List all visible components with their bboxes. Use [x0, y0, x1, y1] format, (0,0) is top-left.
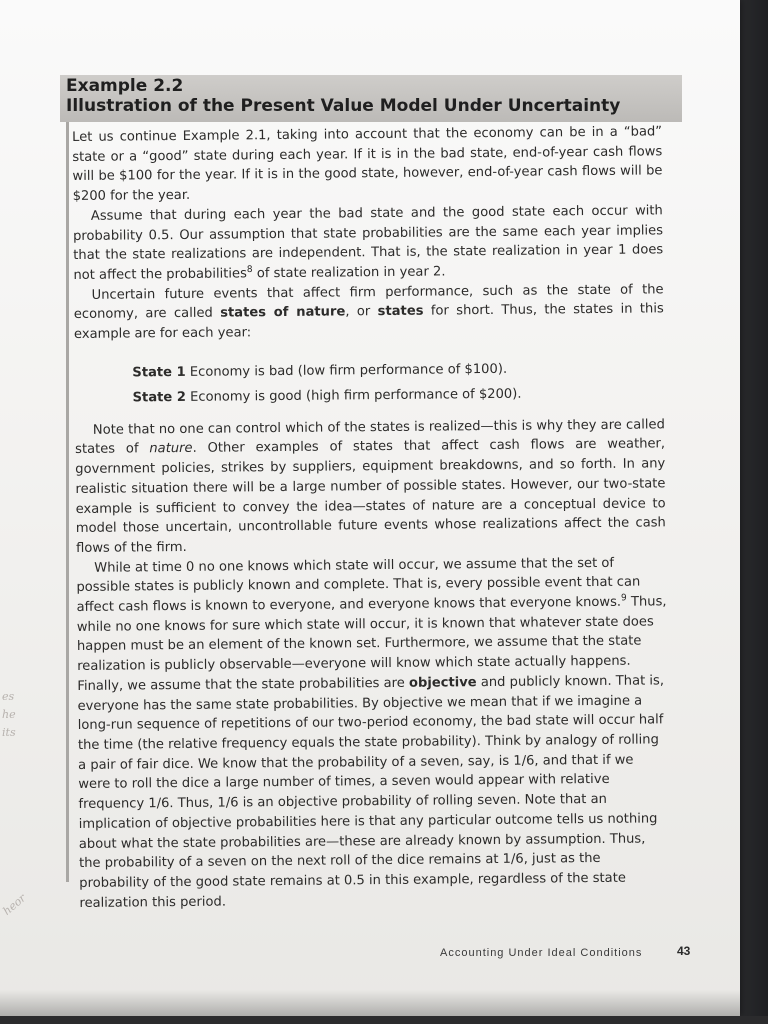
example-body	[72, 122, 670, 913]
key-term: objective	[408, 675, 477, 691]
state-label: State 2	[132, 389, 187, 406]
footnote-ref[interactable]: 9	[620, 593, 627, 604]
margin-mark: its	[2, 726, 16, 739]
footnote-ref[interactable]: 8	[246, 264, 253, 275]
example-title: Illustration of the Present Value Model Under Uncertainty	[66, 96, 621, 116]
page-number: 43	[677, 944, 691, 958]
paragraph-probabilities	[73, 201, 664, 285]
margin-show-through	[0, 670, 29, 950]
paragraph-objective-probabilities	[76, 553, 669, 913]
margin-mark: heor	[0, 891, 29, 918]
emphasis: nature	[149, 441, 193, 457]
page-shadow	[0, 990, 740, 1016]
paragraph-intro: Let us continue Example 2.1, taking into account that the economy can be in a “bad” state or a “good” state during each year. If it is in the bad state, end-of-year cash flows will be $100 for the year. If it is in the good state, however, end-of-year cash flows will be $200 for the year.	[72, 124, 663, 205]
running-footer: Accounting Under Ideal Conditions	[440, 947, 643, 959]
text-run: . Other examples of states that affect cash flows are weather, government policies, strikes by suppliers, equipment breakdowns, and so forth. In any realistic situation there will be a large number of possible states. However, our two-state example is sufficient to convey the idea—states of nature are a conceptual device to model those uncertain, uncontrollable future events whose realizations affect the cash flows of the firm.	[75, 436, 666, 556]
margin-mark: he	[2, 708, 16, 721]
state-description: Economy is bad (low firm performance of $100).	[185, 361, 508, 380]
text-run: of state realization in year 2.	[252, 264, 446, 282]
example-side-rule	[66, 122, 69, 882]
key-term: states	[377, 303, 424, 320]
text-run: Note that no one can control which of the states is realized—this is why they are called states of	[75, 417, 665, 458]
state-label: State 1	[132, 364, 186, 381]
text-run: Thus, while no one knows for sure which state will occur, it is known that whatever state does happen must be an element of the known set. Furthermore, we assume that the state realization is publicly observable—everyone will know which state actually happens. Finally, we assume that the state probabilities are	[76, 594, 667, 694]
text-run: Uncertain future events that affect firm performance, such as the state of the economy, are called	[73, 281, 664, 323]
paragraph-states-definition	[74, 280, 665, 345]
key-term: states of nature	[220, 304, 346, 321]
text-run: Assume that during each year the bad state and the good state each occur with probability 0.5. Our assumption that state probabilities are the same each year implies that the state realizations are independent. That is, the state realization in year 1 does not affect the probabilities	[72, 203, 664, 283]
desk-edge	[0, 1016, 768, 1024]
text-run: , or	[345, 304, 378, 320]
example-label: Example 2.2	[66, 76, 184, 96]
text-run: While at time 0 no one knows which state will occur, we assume that the set of possible states is publicly known and complete. That is, every possible event that can affect cash flows is known to everyone, and everyone knows that everyone knows.	[76, 555, 641, 616]
text-run: for short. Thus, the states in this example are for each year:	[73, 301, 664, 343]
text-run: and publicly known. That is, everyone has the same state probabilities. By objective we mean that if we imagine a long-run sequence of repetitions of our two-period economy, the bad state will occur half the time (the relative frequency equals the state probability). Think by analogy of rolling a pair of fair dice. We know that the probability of a seven, say, is 1/6, and that if we were to roll the dice a large number of times, a seven would appear with relative frequency 1/6. Thus, 1/6 is an objective probability of rolling seven. Note that an implication of objective probabilities here is that any particular outcome tells us nothing about what the state probabilities are—these are already known by assumption. Thus, the probability of a seven on the next roll of the dice remains at 1/6, just as the probability of the good state remains at 0.5 in this example, regardless of the state realization this period.	[77, 673, 665, 911]
margin-mark: es	[2, 690, 15, 703]
paragraph-nature	[75, 415, 666, 559]
state-description: Economy is good (high firm performance of $200).	[185, 386, 522, 405]
